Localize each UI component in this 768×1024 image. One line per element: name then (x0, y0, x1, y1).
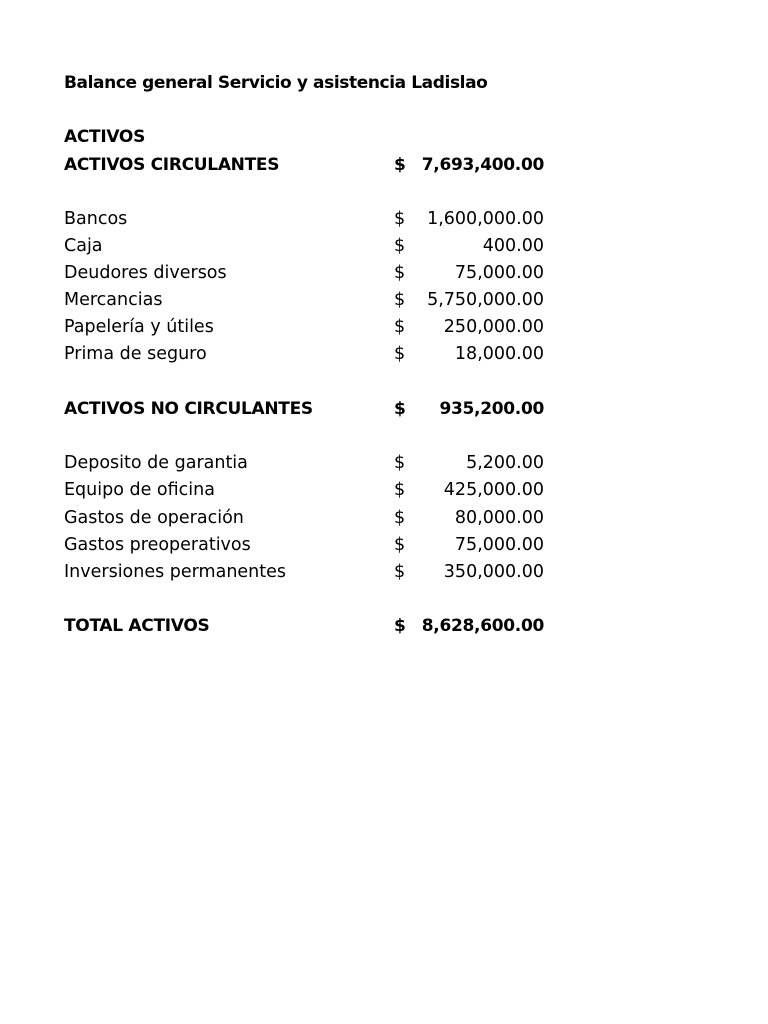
currency-symbol: $ (394, 562, 406, 582)
line-item-amount: 1,600,000.00 (427, 209, 544, 229)
subtotal-row-no-circulantes (64, 398, 564, 420)
currency-symbol: $ (394, 155, 406, 175)
line-item-row (64, 343, 564, 365)
line-item-label: Deposito de garantia (64, 453, 248, 473)
line-item-row (64, 208, 564, 230)
line-item-amount: 350,000.00 (443, 562, 544, 582)
line-item-amount: 75,000.00 (454, 263, 544, 283)
line-item-amount: 18,000.00 (454, 344, 544, 364)
line-item-row (64, 316, 564, 338)
document-title: Balance general Servicio y asistencia Ladislao (64, 73, 488, 93)
currency-symbol: $ (394, 317, 406, 337)
line-item-row (64, 507, 564, 529)
currency-symbol: $ (394, 399, 406, 419)
currency-symbol: $ (394, 535, 406, 555)
currency-symbol: $ (394, 480, 406, 500)
line-item-row (64, 452, 564, 474)
line-item-amount: 5,750,000.00 (427, 290, 544, 310)
line-item-label: Equipo de oficina (64, 480, 215, 500)
line-item-row (64, 289, 564, 311)
total-label: TOTAL ACTIVOS (64, 616, 210, 636)
section-heading-activos (64, 126, 564, 148)
line-item-row (64, 262, 564, 284)
line-item-amount: 425,000.00 (443, 480, 544, 500)
line-item-label: Papelería y útiles (64, 317, 214, 337)
line-item-amount: 80,000.00 (454, 508, 544, 528)
currency-symbol: $ (394, 453, 406, 473)
line-item-row (64, 479, 564, 501)
line-item-label: Bancos (64, 209, 128, 229)
subtotal-amount: 7,693,400.00 (421, 155, 544, 175)
currency-symbol: $ (394, 616, 406, 636)
line-item-amount: 5,200.00 (466, 453, 544, 473)
balance-sheet-page (64, 0, 704, 1024)
subtotal-label: ACTIVOS CIRCULANTES (64, 155, 280, 175)
currency-symbol: $ (394, 508, 406, 528)
section-heading-label: ACTIVOS (64, 127, 146, 147)
currency-symbol: $ (394, 344, 406, 364)
total-amount: 8,628,600.00 (421, 616, 544, 636)
total-row (64, 615, 564, 637)
currency-symbol: $ (394, 236, 406, 256)
line-item-label: Gastos preoperativos (64, 535, 251, 555)
line-item-row (64, 235, 564, 257)
line-item-amount: 75,000.00 (454, 535, 544, 555)
currency-symbol: $ (394, 290, 406, 310)
currency-symbol: $ (394, 263, 406, 283)
line-item-row (64, 534, 564, 556)
line-item-label: Mercancias (64, 290, 163, 310)
line-item-label: Caja (64, 236, 103, 256)
line-item-label: Prima de seguro (64, 344, 207, 364)
line-item-row (64, 561, 564, 583)
line-item-label: Deudores diversos (64, 263, 227, 283)
line-item-amount: 250,000.00 (443, 317, 544, 337)
line-item-amount: 400.00 (482, 236, 544, 256)
subtotal-row-circulantes (64, 154, 564, 176)
currency-symbol: $ (394, 209, 406, 229)
line-item-label: Gastos de operación (64, 508, 244, 528)
line-item-label: Inversiones permanentes (64, 562, 287, 582)
subtotal-amount: 935,200.00 (439, 399, 544, 419)
subtotal-label: ACTIVOS NO CIRCULANTES (64, 399, 313, 419)
